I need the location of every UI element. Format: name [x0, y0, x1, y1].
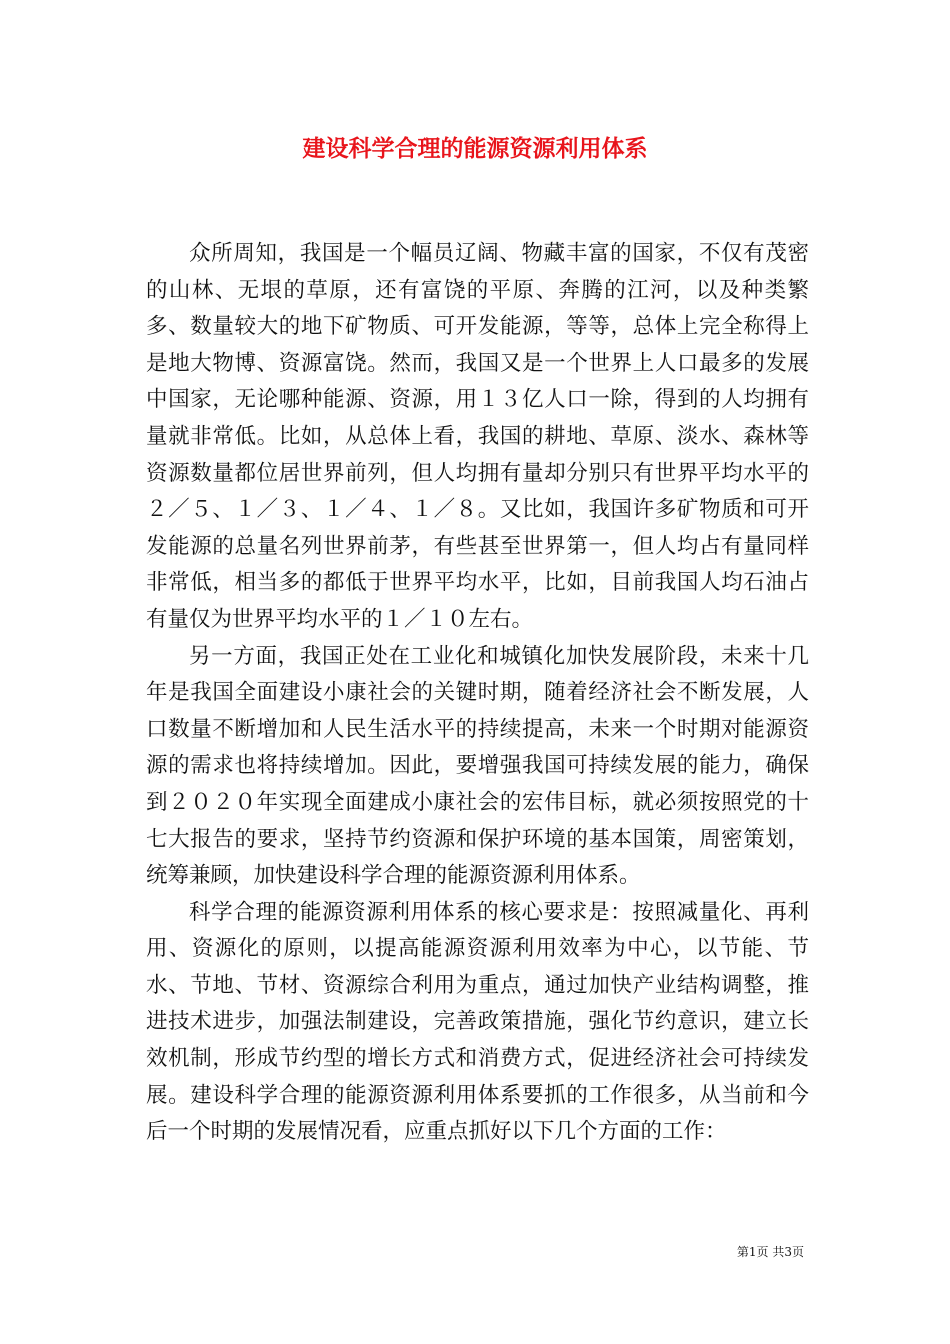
- paragraph-2: 另一方面，我国正处在工业化和城镇化加快发展阶段，未来十几年是我国全面建设小康社会的关键时期，随着经济社会不断发展，人口数量不断增加和人民生活水平的持续提高，未来一个时期对能源资源的需求也将持续增加。因此，要增强我国可持续发展的能力，确保到２０２０年实现全面建成小康社会的宏伟目标，就必须按照党的十七大报告的要求，坚持节约资源和保护环境的基本国策，周密策划，统筹兼顾，加快建设科学合理的能源资源利用体系。: [146, 643, 809, 889]
- current-page-number: 1: [748, 1245, 757, 1259]
- page-number-footer: [737, 1244, 804, 1260]
- footer-suffix: 页: [791, 1245, 804, 1259]
- paragraph-1: 众所周知，我国是一个幅员辽阔、物藏丰富的国家，不仅有茂密的山林、无垠的草原，还有富饶的平原、奔腾的江河，以及种类繁多、数量较大的地下矿物质、可开发能源，等等，总体上完全称得上是地大物博、资源富饶。然而，我国又是一个世界上人口最多的发展中国家，无论哪种能源、资源，用１３亿人口一除，得到的人均拥有量就非常低。比如，从总体上看，我国的耕地、草原、淡水、森林等资源数量都位居世界前列，但人均拥有量却分别只有世界平均水平的２／５、１／３、１／４、１／８。又比如，我国许多矿物质和可开发能源的总量名列世界前茅，有些甚至世界第一，但人均占有量同样非常低，相当多的都低于世界平均水平，比如，目前我国人均石油占有量仅为世界平均水平的１／１０左右。: [146, 241, 809, 632]
- footer-prefix: 第: [736, 1245, 749, 1259]
- document-title: 建设科学合理的能源资源利用体系: [302, 136, 648, 162]
- footer-middle: 页 共: [756, 1245, 785, 1259]
- paragraph-3: 科学合理的能源资源利用体系的核心要求是：按照减量化、再利用、资源化的原则，以提高能源资源利用效率为中心，以节能、节水、节地、节材、资源综合利用为重点，通过加快产业结构调整，推进技术进步，加强法制建设，完善政策措施，强化节约意识，建立长效机制，形成节约型的增长方式和消费方式，促进经济社会可持续发展。建设科学合理的能源资源利用体系要抓的工作很多，从当前和今后一个时期的发展情况看，应重点抓好以下几个方面的工作：: [146, 899, 809, 1145]
- document-body: [146, 236, 809, 1151]
- total-pages-number: 3: [784, 1245, 792, 1259]
